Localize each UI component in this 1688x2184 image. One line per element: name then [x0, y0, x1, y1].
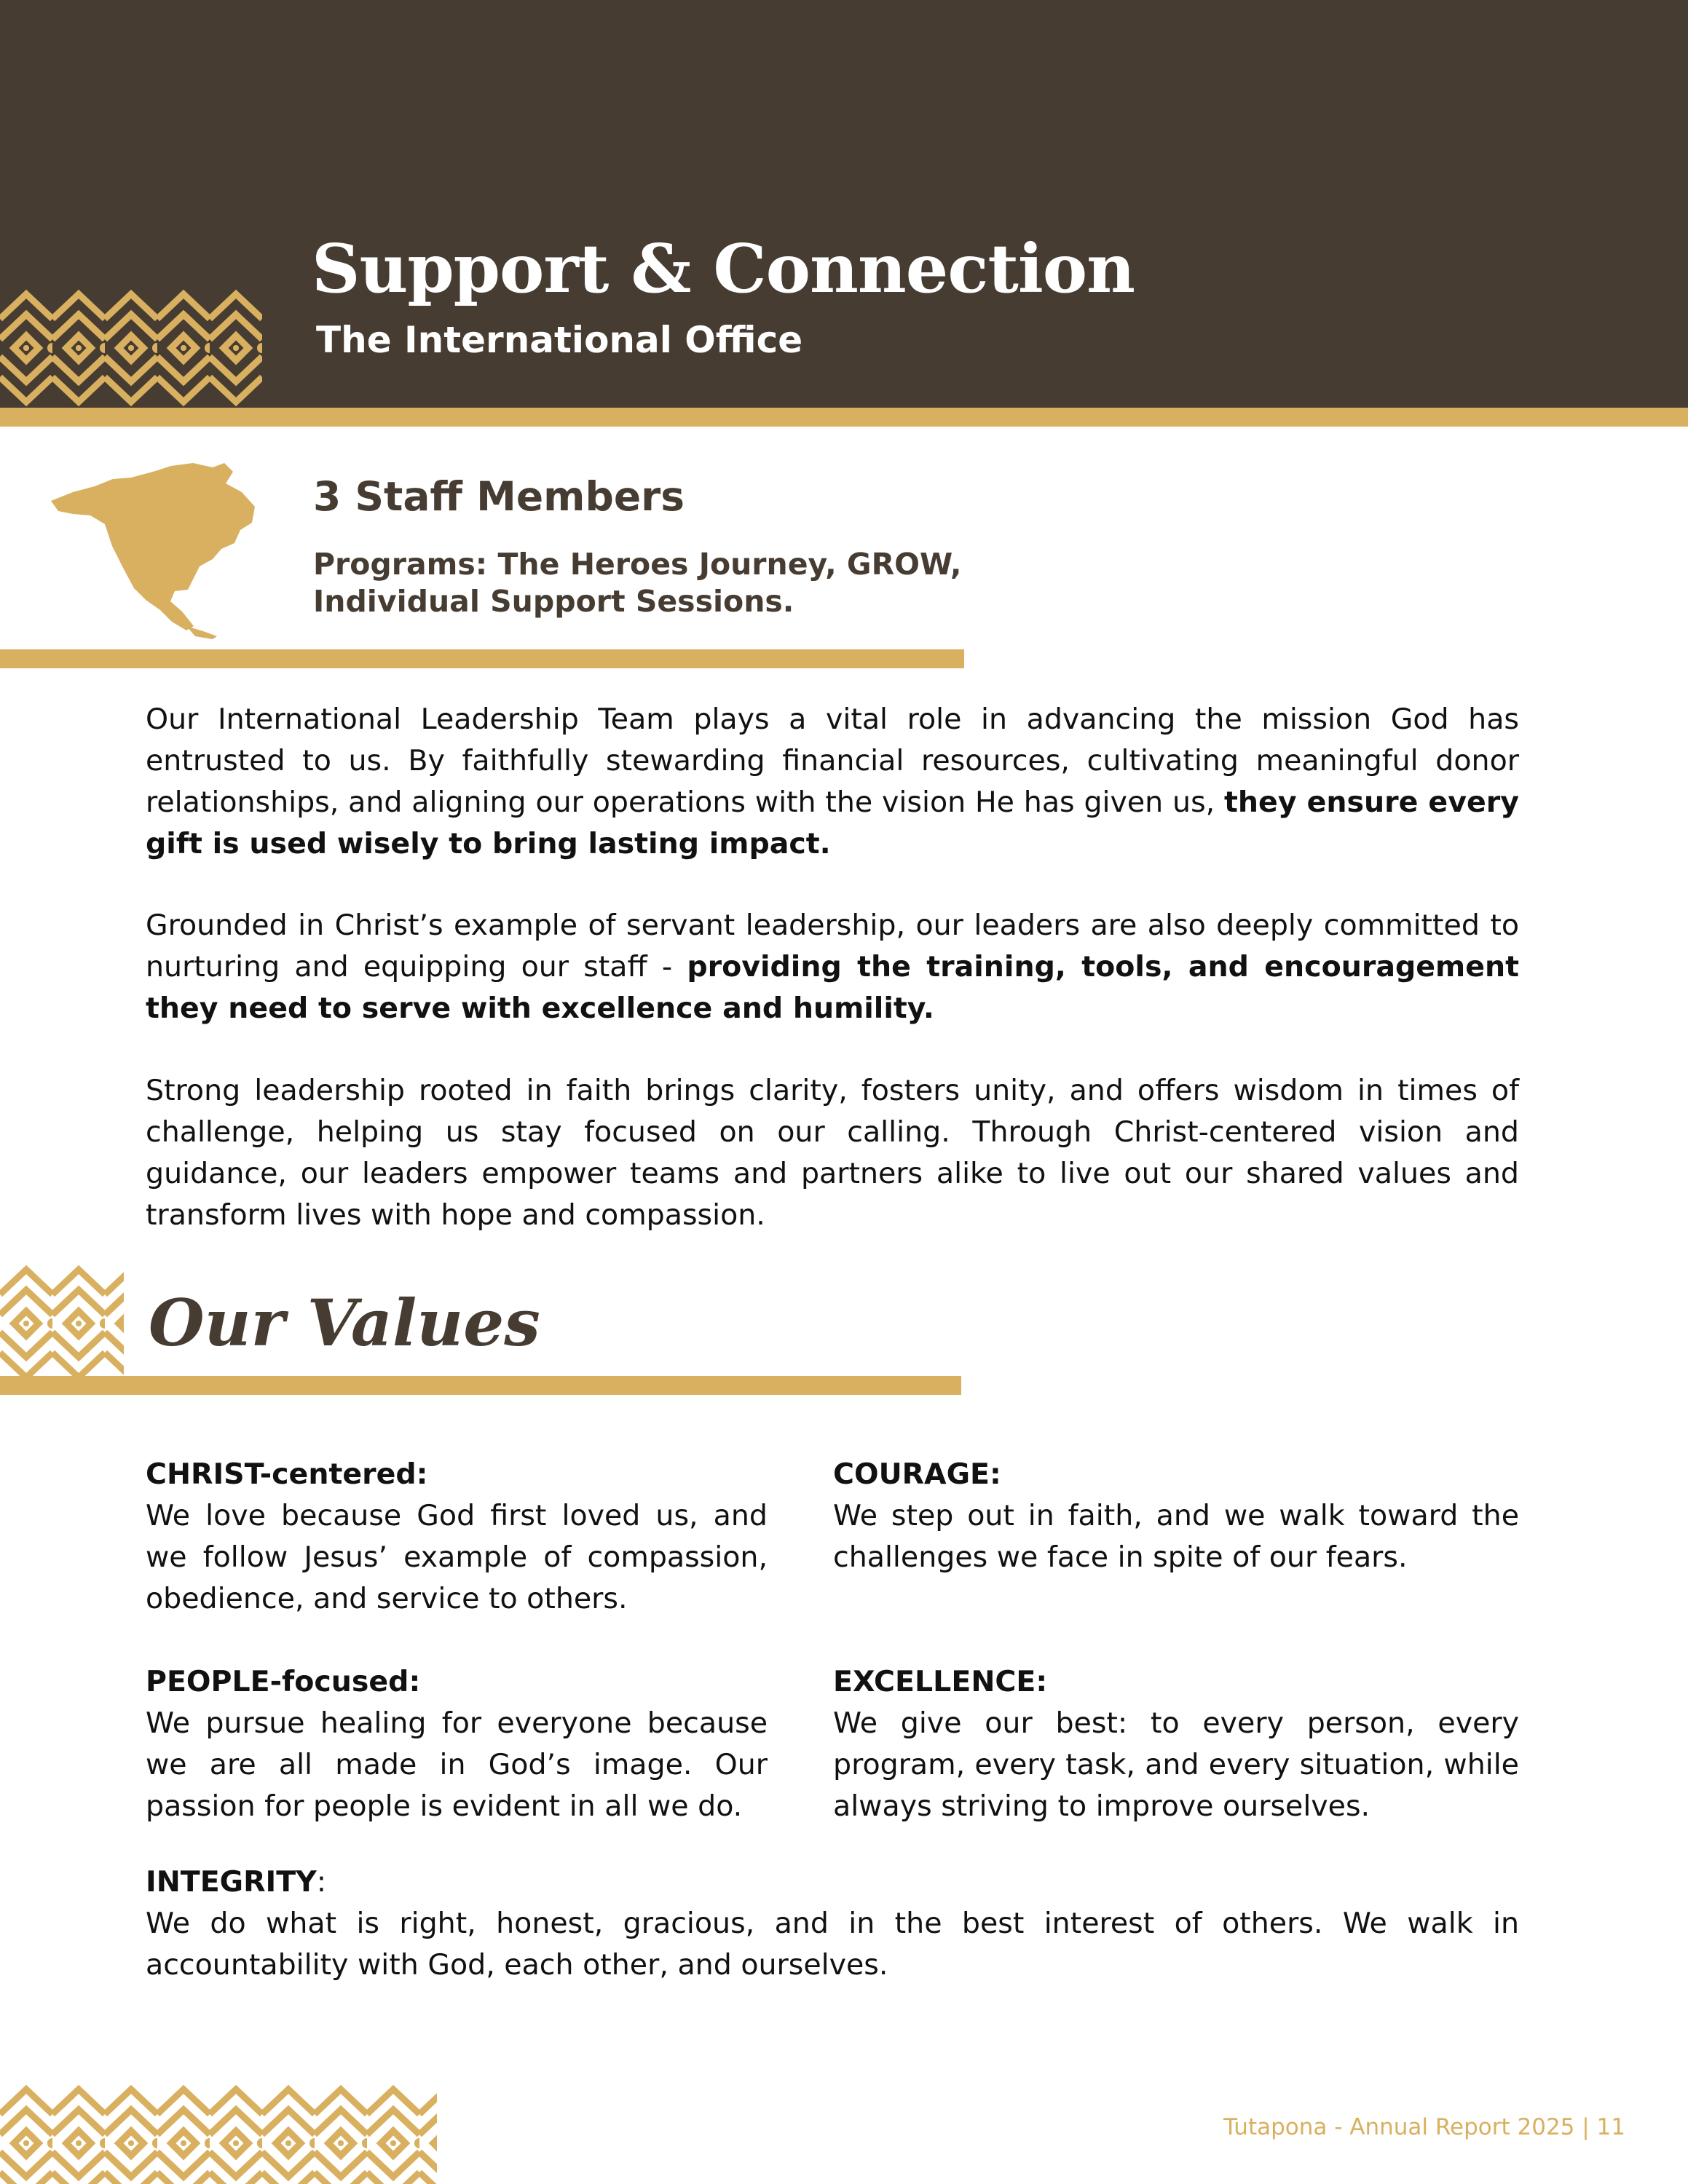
north-america-map-icon	[44, 457, 262, 639]
values-divider	[0, 1376, 961, 1395]
value-courage-text: We step out in faith, and we walk toward the challenges we face in spite of our fears.	[833, 1499, 1519, 1574]
paragraph-leadership-team	[146, 699, 1519, 865]
value-christ-centered	[146, 1454, 768, 1620]
paragraph-2-text: Grounded in Christ’s example of servant leadership, our leaders are also deeply committed to nurturing and equipping our staff -	[146, 909, 1519, 984]
value-integrity-heading: INTEGRITY	[146, 1865, 317, 1899]
value-excellence-heading: EXCELLENCE:	[833, 1665, 1048, 1698]
value-integrity-colon: :	[316, 1865, 327, 1899]
value-people-heading: PEOPLE-focused:	[146, 1665, 421, 1698]
programs-line-2: Individual Support Sessions.	[313, 584, 794, 619]
paragraph-1-text: Our International Leadership Team plays a vital role in advancing the mission God has entrusted to us. By faithfully stewarding financial resources, cultivating meaningful donor relationships, and aligning our operations with the vision He has given us,	[146, 703, 1519, 819]
value-christ-text: We love because God first loved us, and we follow Jesus’ example of compassion, obedience, and service to others.	[146, 1499, 768, 1615]
value-people-focused	[146, 1661, 768, 1827]
page-footer: Tutapona - Annual Report 2025 | 11	[1223, 2114, 1625, 2140]
page-title: Support & Connection	[312, 229, 1135, 308]
value-integrity	[146, 1861, 1519, 1986]
paragraph-strong-leadership: Strong leadership rooted in faith brings clarity, fosters unity, and offers wisdom in times of challenge, helping us stay focused on our calling. Through Christ-centered vision and guidance, our leaders empower teams and partners alike to live out our shared values and transform lives with hope and compassion.	[146, 1074, 1519, 1232]
value-courage-heading: COURAGE:	[833, 1457, 1001, 1491]
value-people-text: We pursue healing for everyone because we are all made in God’s image. Our passion for people is evident in all we do.	[146, 1706, 768, 1823]
programs-line-1: Programs: The Heroes Journey, GROW,	[313, 547, 962, 582]
value-excellence-text: We give our best: to every person, every program, every task, and every situation, while always striving to improve ourselves.	[833, 1706, 1519, 1823]
paragraph-servant-leadership	[146, 905, 1519, 1029]
values-title: Our Values	[149, 1285, 540, 1361]
paragraph-1-emphasis: they ensure every gift is used wisely to bring lasting impact.	[146, 786, 1519, 860]
footer-tribal-pattern	[0, 2079, 437, 2184]
page-subtitle: The International Office	[316, 319, 803, 361]
header-tribal-pattern	[0, 284, 262, 408]
value-excellence	[833, 1661, 1519, 1827]
header-gold-bar	[0, 408, 1688, 427]
staff-count: 3 Staff Members	[313, 473, 685, 520]
value-courage	[833, 1454, 1519, 1578]
value-integrity-text: We do what is right, honest, gracious, and in the best interest of others. We walk in accountability with God, each other, and ourselves.	[146, 1907, 1519, 1982]
values-tribal-pattern	[0, 1259, 124, 1376]
paragraph-2-emphasis: providing the training, tools, and encouragement they need to serve with excellence and humility.	[146, 950, 1519, 1025]
programs-list	[313, 546, 969, 620]
staff-divider	[0, 649, 964, 668]
value-christ-heading: CHRIST-centered:	[146, 1457, 428, 1491]
